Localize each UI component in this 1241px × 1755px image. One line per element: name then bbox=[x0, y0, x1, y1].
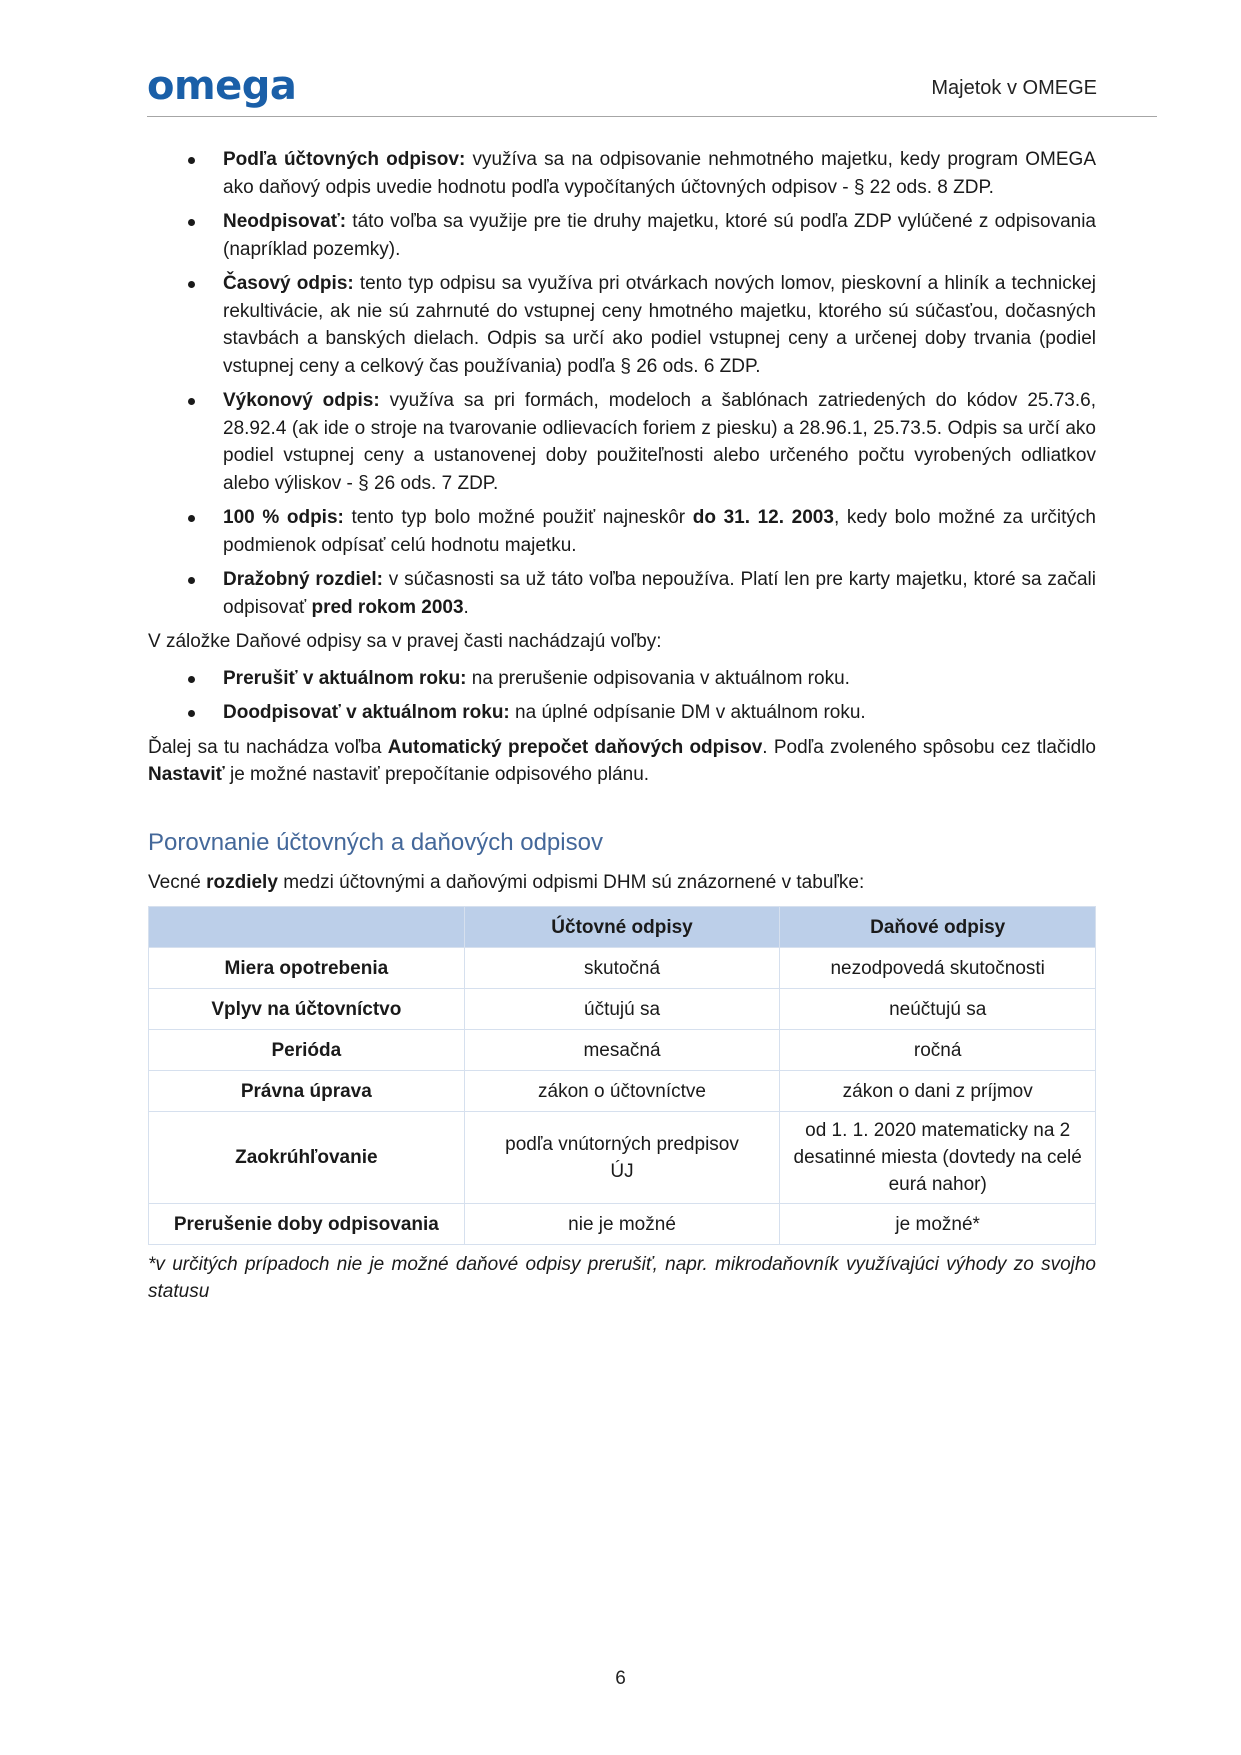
column-header: Účtovné odpisy bbox=[464, 907, 780, 948]
table-row bbox=[149, 948, 1096, 989]
list-item-text: . bbox=[463, 596, 469, 618]
table-header-row bbox=[149, 907, 1096, 948]
table-cell: je možné* bbox=[780, 1204, 1096, 1245]
list-item-emphasis: do 31. 12. 2003 bbox=[692, 507, 834, 528]
comparison-table bbox=[148, 906, 1096, 1245]
list-item-text: v súčasnosti sa už táto voľba nepoužíva. Platí len pre karty majetku, ktoré sa začali odpisovať bbox=[223, 569, 1097, 618]
column-header bbox=[149, 907, 465, 948]
row-header: Právna úprava bbox=[149, 1071, 465, 1112]
section-title: Porovnanie účtovných a daňových odpisov bbox=[148, 828, 603, 856]
list-item-text: tento typ odpisu sa využíva pri otvárkach nových lomov, pieskovní a hliník a technickej rekultivácie, ak nie sú zahrnuté do vstupnej ceny hmotného majetku, ktorého sú súčasťou, dočasných stavbách a banských dielach. Odpis sa určí ako podiel vstupnej ceny a určenej doby trvania (podiel vstupnej ceny a celkový čas používania) podľa § 26 ods. 6 ZDP. bbox=[223, 273, 1096, 377]
table-cell: skutočná bbox=[464, 948, 780, 989]
table-cell: mesačná bbox=[464, 1030, 780, 1071]
auto-recalc-paragraph bbox=[148, 734, 1096, 789]
table-row bbox=[149, 1204, 1096, 1245]
tab-options-list bbox=[148, 665, 1096, 727]
depreciation-methods-list bbox=[148, 146, 1096, 621]
section-intro bbox=[148, 869, 1096, 897]
list-item-text: táto voľba sa využije pre tie druhy majetku, ktoré sú podľa ZDP vylúčené z odpisovania (napríklad pozemky). bbox=[223, 211, 1096, 260]
bullet-icon bbox=[188, 281, 195, 288]
text: . Podľa zvoleného spôsobu cez tlačidlo bbox=[762, 736, 1096, 758]
bullet-icon bbox=[188, 398, 195, 405]
list-item-term: Doodpisovať v aktuálnom roku: bbox=[223, 702, 510, 723]
list-item bbox=[148, 566, 1096, 621]
list-item-text: tento typ bolo možné použiť najneskôr bbox=[343, 507, 693, 528]
list-item-term: Časový odpis: bbox=[223, 273, 354, 294]
list-item-term: Prerušiť v aktuálnom roku: bbox=[223, 667, 467, 689]
row-header: Zaokrúhľovanie bbox=[149, 1112, 465, 1204]
list-item-term: Podľa účtovných odpisov: bbox=[223, 149, 466, 170]
row-header: Prerušenie doby odpisovania bbox=[149, 1204, 465, 1245]
header-title: Majetok v OMEGE bbox=[931, 77, 1097, 99]
table-row bbox=[149, 1030, 1096, 1071]
list-item bbox=[148, 504, 1096, 559]
table-row bbox=[149, 989, 1096, 1030]
emphasis: Automatický prepočet daňových odpisov bbox=[387, 736, 763, 758]
list-item-term: Výkonový odpis: bbox=[223, 390, 380, 411]
list-item-emphasis: pred rokom 2003 bbox=[311, 596, 464, 618]
list-item bbox=[148, 387, 1096, 497]
text: Vecné bbox=[148, 871, 207, 893]
emphasis: Nastaviť bbox=[148, 764, 225, 785]
table-cell: podľa vnútorných predpisov ÚJ bbox=[464, 1112, 780, 1204]
table-cell: od 1. 1. 2020 matematicky na 2 desatinné miesta (dovtedy na celé eurá nahor) bbox=[780, 1112, 1096, 1204]
text: medzi účtovnými a daňovými odpismi DHM sú znázornené v tabuľke: bbox=[277, 871, 865, 893]
table-cell: nezodpovedá skutočnosti bbox=[780, 948, 1096, 989]
list-item bbox=[148, 270, 1096, 380]
text: Ďalej sa tu nachádza voľba bbox=[148, 736, 388, 758]
list-item-text: využíva sa na odpisovanie nehmotného majetku, kedy program OMEGA ako daňový odpis uvedie hodnotu podľa vypočítaných účtovných odpisov - § 22 ods. 8 ZDP. bbox=[223, 149, 1096, 198]
table-cell: účtujú sa bbox=[464, 989, 780, 1030]
row-header: Miera opotrebenia bbox=[149, 948, 465, 989]
bullet-icon bbox=[188, 219, 195, 226]
list-item bbox=[148, 146, 1096, 201]
list-item-term: Dražobný rozdiel: bbox=[223, 569, 383, 590]
list-item bbox=[148, 699, 1096, 727]
text: je možné nastaviť prepočítanie odpisového plánu. bbox=[224, 764, 650, 785]
page-header bbox=[147, 62, 1157, 117]
table-cell: ročná bbox=[780, 1030, 1096, 1071]
bullet-icon bbox=[188, 710, 195, 717]
list-item-text: na úplné odpísanie DM v aktuálnom roku. bbox=[509, 702, 866, 723]
list-item-text: využíva sa pri formách, modeloch a šablónach zatriedených do kódov 25.73.6, 28.92.4 (ak ide o stroje na tvarovanie odlievacích foriem z piesku) a 28.96.1, 25.73.5. Odpis sa určí ako podiel vstupnej ceny a ustanovenej doby použiteľnosti alebo určeného počtu vyrobených odliatkov alebo výliskov - § 26 ods. 7 ZDP. bbox=[223, 390, 1096, 494]
table-row bbox=[149, 1071, 1096, 1112]
table-cell: zákon o účtovníctve bbox=[464, 1071, 780, 1112]
row-header: Vplyv na účtovníctvo bbox=[149, 989, 465, 1030]
column-header: Daňové odpisy bbox=[780, 907, 1096, 948]
list-item-term: Neodpisovať: bbox=[223, 211, 347, 232]
table-footnote: *v určitých prípadoch nie je možné daňové odpisy prerušiť, napr. mikrodaňovník využívajúci výhody zo svojho statusu bbox=[148, 1254, 1096, 1302]
bullet-icon bbox=[188, 676, 195, 683]
page-number: 6 bbox=[615, 1668, 626, 1689]
bullet-icon bbox=[188, 157, 195, 164]
table-cell: neúčtujú sa bbox=[780, 989, 1096, 1030]
list-item-term: 100 % odpis: bbox=[223, 507, 344, 528]
table-cell: nie je možné bbox=[464, 1204, 780, 1245]
bullet-icon bbox=[188, 515, 195, 522]
emphasis: rozdiely bbox=[206, 871, 278, 893]
page-content bbox=[148, 146, 1096, 1305]
table-row bbox=[149, 1112, 1096, 1204]
tab-intro-paragraph: V záložke Daňové odpisy sa v pravej časti nachádzajú voľby: bbox=[148, 631, 662, 652]
list-item-text: , kedy bolo možné za určitých podmienok odpísať celú hodnotu majetku. bbox=[223, 507, 1096, 556]
omega-logo: omega bbox=[147, 63, 297, 109]
list-item-text: na prerušenie odpisovania v aktuálnom roku. bbox=[466, 667, 850, 689]
row-header: Perióda bbox=[149, 1030, 465, 1071]
table-cell: zákon o dani z príjmov bbox=[780, 1071, 1096, 1112]
list-item bbox=[148, 665, 1096, 693]
bullet-icon bbox=[188, 577, 195, 584]
list-item bbox=[148, 208, 1096, 263]
